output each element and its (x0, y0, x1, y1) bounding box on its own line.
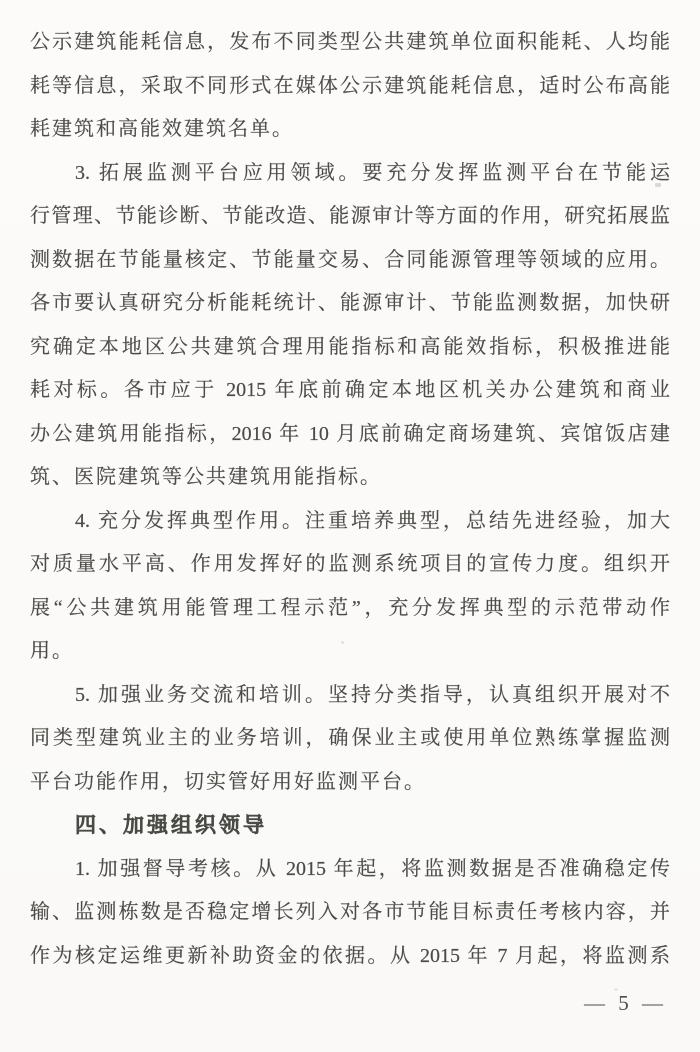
scan-artifact (341, 641, 344, 644)
text-line: 耗建筑和高能效建筑名单。 (30, 118, 294, 140)
text-line: 筑、医院建筑等公共建筑用能指标。 (30, 466, 382, 488)
text-line: 测数据在节能量核定、节能量交易、合同能源管理等领域的应用。 (30, 248, 670, 271)
scan-artifact (655, 183, 661, 187)
scan-artifact (472, 513, 476, 516)
text-line: 3. 拓展监测平台应用领域。要充分发挥监测平台在节能运 (75, 161, 670, 184)
text-line: 5. 加强业务交流和培训。坚持分类指导，认真组织开展对不 (75, 683, 670, 706)
text-line: 各市要认真研究分析能耗统计、能源审计、节能监测数据，加快研 (30, 292, 670, 314)
text-line: 办公建筑用能指标，2016 年 10 月底前确定商场建筑、宾馆饭店建 (30, 422, 670, 445)
text-line: 行管理、节能诊断、节能改造、能源审计等方面的作用，研究拓展监 (30, 205, 670, 227)
text-line: 对质量水平高、作用发挥好的监测系统项目的宣传力度。组织开 (30, 553, 670, 575)
text-line: 耗对标。各市应于 2015 年底前确定本地区机关办公建筑和商业 (30, 379, 670, 401)
text-line: 作为核定运维更新补助资金的依据。从 2015 年 7 月起，将监测系 (30, 944, 670, 967)
text-line: 同类型建筑业主的业务培训，确保业主或使用单位熟练掌握监测 (30, 727, 670, 749)
text-line: 4. 充分发挥典型作用。注重培养典型，总结先进经验，加大 (75, 509, 670, 532)
section-heading: 四、加强组织领导 (75, 813, 267, 837)
text-line: 输、监测栋数是否稳定增长列入对各市节能目标责任考核内容，并 (30, 901, 670, 923)
document-text-block (30, 21, 670, 978)
text-line: 究确定本地区公共建筑合理用能指标和高能效指标，积极推进能 (30, 335, 670, 358)
page-number: — 5 — (584, 991, 667, 1015)
text-line: 平台功能作用，切实管好用好监测平台。 (30, 770, 426, 793)
text-line: 用。 (30, 640, 74, 662)
text-line: 耗等信息，采取不同形式在媒体公示建筑能耗信息，适时公布高能 (30, 74, 670, 97)
scan-artifact (614, 988, 618, 991)
text-line: 1. 加强督导考核。从 2015 年起，将监测数据是否准确稳定传 (75, 857, 670, 880)
text-line: 公示建筑能耗信息，发布不同类型公共建筑单位面积能耗、人均能 (30, 31, 670, 53)
text-line: 展“公共建筑用能管理工程示范”，充分发挥典型的示范带动作 (30, 596, 670, 619)
